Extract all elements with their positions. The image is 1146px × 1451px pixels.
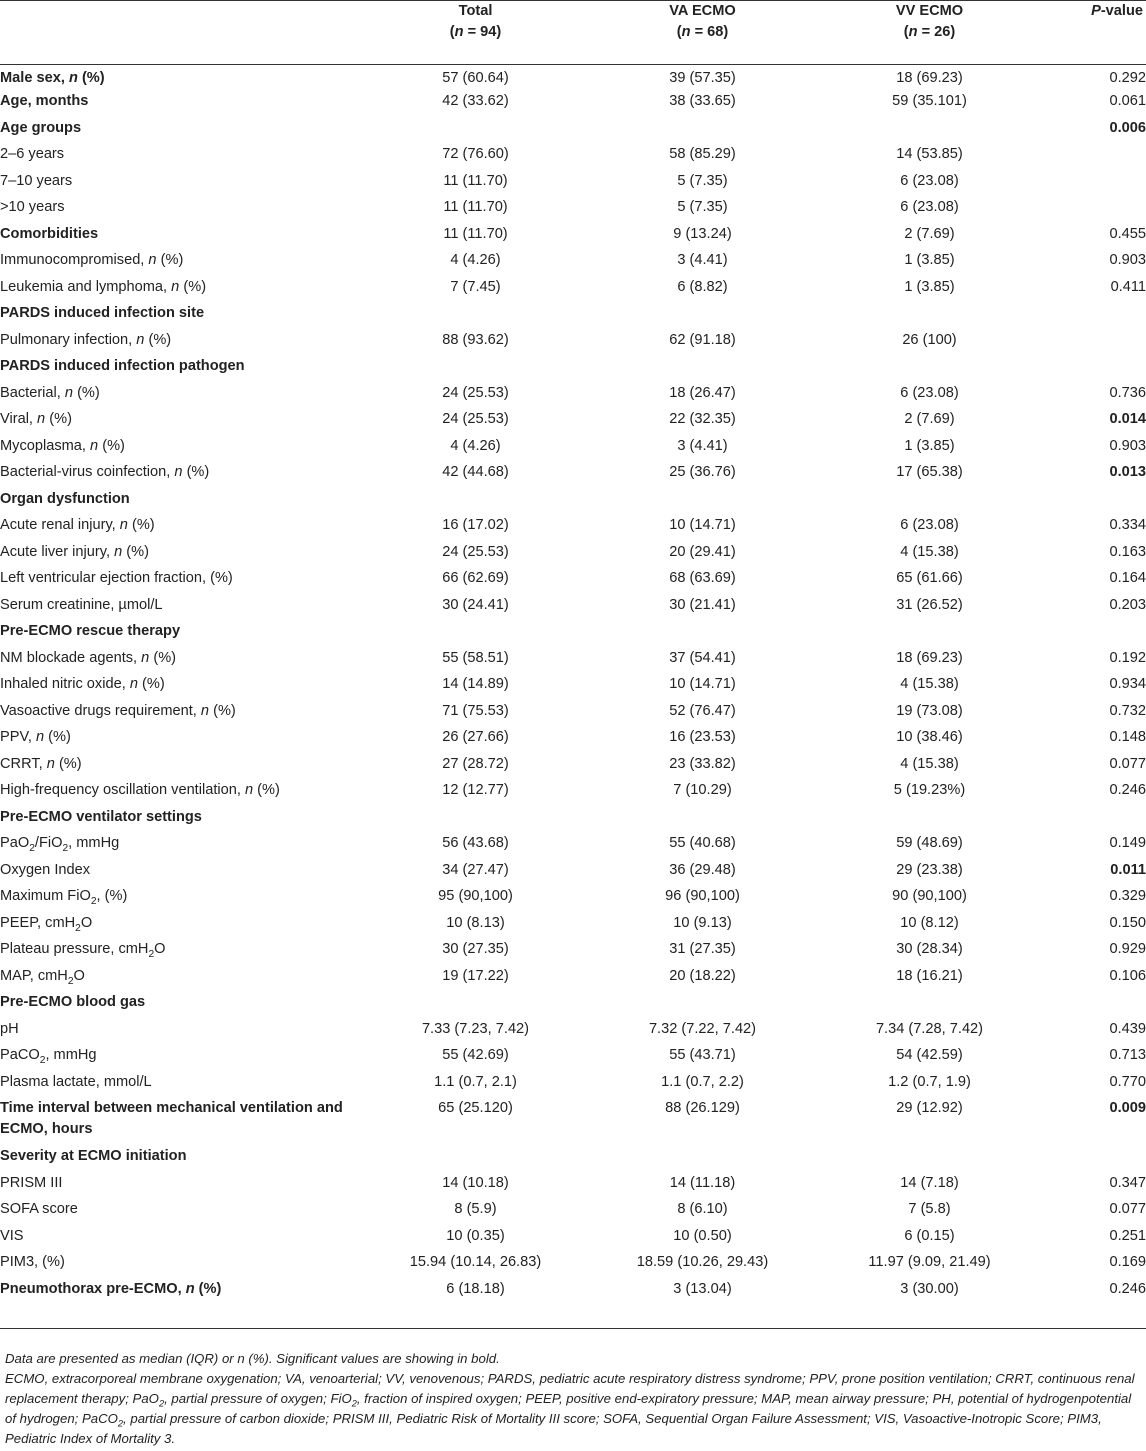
- cell-vv-ecmo: 59 (48.69): [896, 835, 963, 851]
- table-row: [0, 356, 1146, 383]
- cell-p-value: 0.013: [1109, 464, 1146, 480]
- cell-p-value: [1043, 197, 1146, 224]
- table-row: [0, 966, 1146, 993]
- cell-p-value: 0.009: [1109, 1100, 1146, 1116]
- row-label: Age groups: [0, 119, 82, 136]
- table-row: [0, 727, 1146, 754]
- cell-p-value: [1043, 621, 1146, 648]
- cell-total: 88 (93.62): [442, 331, 509, 348]
- cell-p-value: 0.770: [1109, 1073, 1146, 1090]
- column-header-total-title: Total: [458, 3, 493, 19]
- cell-p-value: 0.077: [1109, 1201, 1146, 1217]
- row-label: High-frequency oscillation ventilation, n (%): [0, 782, 280, 798]
- cell-p-value: [1043, 330, 1146, 357]
- table-row: [0, 992, 1146, 1019]
- cell-total: [362, 992, 589, 1019]
- row-label: PARDS induced infection pathogen: [0, 358, 245, 374]
- table-row: [0, 1045, 1146, 1072]
- table-row: [0, 409, 1146, 436]
- table-row: [0, 489, 1146, 516]
- row-label: Time interval between mechanical ventilation and ECMO, hours: [0, 1100, 343, 1137]
- cell-p-value: 0.203: [1109, 596, 1146, 613]
- table-header: [0, 1, 1146, 65]
- cell-va-ecmo: 38 (33.65): [669, 93, 736, 109]
- row-label: PIM3, (%): [0, 1254, 65, 1270]
- cell-vv-ecmo: 19 (73.08): [896, 702, 963, 719]
- cell-total: [362, 807, 589, 834]
- table-row: [0, 939, 1146, 966]
- row-label: Plateau pressure, cmH$_2$O: [0, 941, 166, 960]
- cell-total: 27 (28.72): [442, 755, 509, 772]
- cell-vv-ecmo: 29 (12.92): [896, 1100, 963, 1116]
- row-label: CRRT, n (%): [0, 755, 82, 772]
- cell-vv-ecmo: 1 (3.85): [904, 278, 955, 295]
- row-label: Male sex, n (%): [0, 69, 105, 86]
- table-row: [0, 1098, 1146, 1146]
- cell-va-ecmo: 39 (57.35): [669, 69, 736, 86]
- cell-p-value: 0.934: [1109, 676, 1146, 692]
- cell-vv-ecmo: 1.2 (0.7, 1.9): [888, 1073, 971, 1090]
- cell-p-value: 0.246: [1109, 1280, 1146, 1297]
- cell-vv-ecmo: 7.34 (7.28, 7.42): [875, 1020, 984, 1037]
- table-row: [0, 780, 1146, 807]
- table-row: [0, 436, 1146, 463]
- cell-va-ecmo: 52 (76.47): [669, 702, 736, 719]
- row-label: Pre-ECMO blood gas: [0, 994, 146, 1010]
- cell-total: 15.94 (10.14, 26.83): [409, 1254, 542, 1270]
- table-row: [0, 197, 1146, 224]
- cell-total: [362, 303, 589, 330]
- cell-vv-ecmo: 26 (100): [902, 331, 957, 348]
- cell-vv-ecmo: 2 (7.69): [904, 225, 955, 242]
- cell-total: 11 (11.70): [443, 172, 508, 189]
- row-label: Plasma lactate, mmol/L: [0, 1073, 152, 1090]
- cell-total: [362, 118, 589, 145]
- row-label: Pre-ECMO rescue therapy: [0, 623, 181, 639]
- cell-vv-ecmo: 18 (69.23): [896, 649, 963, 666]
- cell-p-value: [1043, 489, 1146, 516]
- table-row: [0, 1072, 1146, 1099]
- table-row: [0, 807, 1146, 834]
- cell-p-value: 0.169: [1109, 1254, 1146, 1270]
- cell-total: 1.1 (0.7, 2.1): [434, 1073, 517, 1090]
- cell-vv-ecmo: 5 (19.23%): [893, 782, 966, 798]
- cell-va-ecmo: [589, 356, 816, 383]
- cell-va-ecmo: 88 (26.129): [665, 1100, 740, 1116]
- cell-vv-ecmo: [816, 1146, 1043, 1173]
- cell-vv-ecmo: 90 (90,100): [892, 888, 967, 904]
- cell-total: 19 (17.22): [442, 967, 509, 984]
- cell-vv-ecmo: 18 (16.21): [896, 967, 963, 984]
- cell-va-ecmo: 5 (7.35): [677, 199, 728, 215]
- cell-total: 57 (60.64): [442, 69, 509, 86]
- cell-total: 72 (76.60): [442, 146, 509, 162]
- cell-total: [362, 621, 589, 648]
- cell-va-ecmo: 9 (13.24): [673, 225, 732, 242]
- row-label: Serum creatinine, µmol/L: [0, 596, 163, 613]
- cell-p-value: 0.903: [1109, 252, 1146, 268]
- cell-va-ecmo: [589, 1146, 816, 1173]
- cell-p-value: [1043, 171, 1146, 198]
- cell-va-ecmo: 10 (14.71): [669, 676, 736, 692]
- cell-va-ecmo: [589, 621, 816, 648]
- table-row: [0, 462, 1146, 489]
- cell-total: 71 (75.53): [442, 702, 509, 719]
- cell-total: 65 (25.120): [438, 1100, 513, 1116]
- cell-total: [362, 489, 589, 516]
- cell-vv-ecmo: 17 (65.38): [896, 464, 963, 480]
- cell-total: 10 (8.13): [446, 914, 505, 931]
- cell-va-ecmo: 96 (90,100): [665, 888, 740, 904]
- cell-p-value: 0.077: [1109, 755, 1146, 772]
- table-footnotes: [5, 1349, 1141, 1449]
- cell-total: 55 (58.51): [442, 649, 509, 666]
- cell-p-value: [1043, 144, 1146, 171]
- cell-va-ecmo: [589, 118, 816, 145]
- cell-p-value: [1043, 303, 1146, 330]
- cell-va-ecmo: 37 (54.41): [669, 649, 736, 666]
- cell-p-value: 0.736: [1109, 384, 1146, 401]
- footnote-abbreviations: ECMO, extracorporeal membrane oxygenation; VA, venoarterial; VV, venovenous; PARDS, pediatric acute respiratory distress syndrome; PPV, prone position ventilation; CRRT, continuous renal replacement therapy; PaO$_2$, partial pressure of oxygen; FiO$_2$, fraction of inspired oxygen; PEEP, positive end-expiratory pressure; MAP, mean airway pressure; PH, potential of hydrogenpotential of hydrogen; PaCO$_2$, partial pressure of carbon dioxide; PRISM III, Pediatric Risk of Mortality III score; SOFA, Sequential Organ Failure Assessment; VIS, Vasoactive-Inotropic Score; PIM3, Pediatric Index of Mortality 3.: [5, 1371, 1135, 1446]
- table-row: [0, 65, 1146, 92]
- column-header-total-n: (n = 94): [449, 24, 502, 40]
- cell-total: 34 (27.47): [442, 861, 509, 878]
- cell-vv-ecmo: 10 (8.12): [900, 914, 959, 931]
- cell-p-value: 0.163: [1109, 543, 1146, 560]
- table-row: [0, 595, 1146, 622]
- row-label: Comorbidities: [0, 225, 99, 242]
- table-row: [0, 542, 1146, 569]
- cell-total: 95 (90,100): [438, 888, 513, 904]
- cell-p-value: 0.106: [1109, 967, 1146, 984]
- cell-vv-ecmo: 10 (38.46): [896, 729, 963, 745]
- cell-va-ecmo: 18 (26.47): [669, 384, 736, 401]
- row-label: Mycoplasma, n (%): [0, 437, 125, 454]
- row-label: Left ventricular ejection fraction, (%): [0, 570, 233, 586]
- table-row: [0, 886, 1146, 913]
- cell-va-ecmo: [589, 303, 816, 330]
- cell-total: 56 (43.68): [442, 835, 509, 851]
- cell-p-value: 0.411: [1110, 278, 1146, 295]
- cell-total: 14 (10.18): [442, 1174, 509, 1191]
- cell-va-ecmo: 36 (29.48): [669, 861, 736, 878]
- cell-vv-ecmo: [816, 992, 1043, 1019]
- cell-p-value: 0.329: [1109, 888, 1146, 904]
- cell-p-value: 0.246: [1109, 782, 1146, 798]
- cell-va-ecmo: 3 (4.41): [677, 252, 728, 268]
- cell-va-ecmo: 7.32 (7.22, 7.42): [648, 1020, 757, 1037]
- cell-p-value: 0.150: [1109, 914, 1146, 931]
- cell-va-ecmo: 5 (7.35): [677, 172, 728, 189]
- cell-vv-ecmo: 4 (15.38): [900, 755, 959, 772]
- column-header-va-ecmo-n: (n = 68): [676, 24, 729, 40]
- cell-vv-ecmo: [816, 118, 1043, 145]
- cell-total: 16 (17.02): [442, 517, 509, 533]
- row-label: Leukemia and lymphoma, n (%): [0, 278, 207, 295]
- cell-total: 66 (62.69): [442, 570, 509, 586]
- cell-p-value: 0.929: [1109, 941, 1146, 957]
- cell-total: 7 (7.45): [450, 278, 501, 295]
- cell-vv-ecmo: 6 (23.08): [900, 172, 959, 189]
- cell-total: 11 (11.70): [443, 199, 508, 215]
- table-row: [0, 1019, 1146, 1046]
- row-label: PPV, n (%): [0, 729, 71, 745]
- cell-p-value: 0.455: [1109, 225, 1146, 242]
- cell-vv-ecmo: 29 (23.38): [896, 861, 963, 878]
- cell-vv-ecmo: [816, 621, 1043, 648]
- cell-va-ecmo: 6 (8.82): [677, 278, 728, 295]
- footnote-data-presentation: Data are presented as median (IQR) or n (%). Significant values are showing in bold.: [5, 1351, 500, 1366]
- row-label: PaCO$_2$, mmHg: [0, 1047, 97, 1066]
- cell-p-value: 0.061: [1109, 93, 1146, 109]
- cell-p-value: 0.334: [1109, 517, 1146, 533]
- row-label: VIS: [0, 1227, 24, 1244]
- cell-va-ecmo: 3 (4.41): [677, 437, 728, 454]
- cell-total: 7.33 (7.23, 7.42): [421, 1020, 530, 1037]
- table-row: [0, 1252, 1146, 1279]
- table-row: [0, 754, 1146, 781]
- row-label: Vasoactive drugs requirement, n (%): [0, 702, 236, 719]
- cell-total: 12 (12.77): [442, 782, 509, 798]
- cell-vv-ecmo: [816, 489, 1043, 516]
- cell-total: 55 (42.69): [442, 1047, 509, 1063]
- cell-va-ecmo: 55 (43.71): [669, 1047, 736, 1063]
- row-label: Acute liver injury, n (%): [0, 543, 149, 560]
- cell-va-ecmo: 7 (10.29): [673, 782, 732, 798]
- cell-p-value: [1043, 807, 1146, 834]
- row-label: PEEP, cmH$_2$O: [0, 914, 93, 934]
- row-label: 7–10 years: [0, 172, 73, 189]
- cell-vv-ecmo: 3 (30.00): [900, 1280, 959, 1297]
- cell-total: 42 (33.62): [442, 93, 509, 109]
- cell-p-value: 0.164: [1109, 570, 1146, 586]
- row-label: PaO$_2$/FiO$_2$, mmHg: [0, 835, 120, 854]
- cell-va-ecmo: 62 (91.18): [669, 331, 736, 348]
- table-row: [0, 144, 1146, 171]
- table-row: [0, 568, 1146, 595]
- row-label: Pre-ECMO ventilator settings: [0, 808, 202, 825]
- cell-p-value: 0.014: [1109, 411, 1146, 427]
- table-row: [0, 1199, 1146, 1226]
- table-row: [0, 1226, 1146, 1253]
- cell-va-ecmo: 10 (14.71): [669, 517, 736, 533]
- cell-va-ecmo: 22 (32.35): [669, 411, 736, 427]
- cell-total: 10 (0.35): [446, 1227, 505, 1244]
- cell-vv-ecmo: 18 (69.23): [896, 69, 963, 86]
- table-row: [0, 1279, 1146, 1329]
- cell-va-ecmo: 58 (85.29): [669, 146, 736, 162]
- cell-va-ecmo: 8 (6.10): [677, 1201, 728, 1217]
- column-header-vv-ecmo-title: VV ECMO: [895, 3, 964, 19]
- row-label: Maximum FiO$_2$, (%): [0, 888, 128, 907]
- row-label: Bacterial, n (%): [0, 384, 100, 401]
- cell-total: 8 (5.9): [454, 1201, 497, 1217]
- cell-va-ecmo: [589, 992, 816, 1019]
- cell-p-value: 0.903: [1109, 437, 1146, 454]
- cell-p-value: 0.732: [1109, 702, 1146, 719]
- table-row: [0, 330, 1146, 357]
- cell-va-ecmo: 31 (27.35): [669, 941, 736, 957]
- cell-va-ecmo: 1.1 (0.7, 2.2): [661, 1073, 744, 1090]
- column-header-variable: [0, 1, 362, 64]
- cell-va-ecmo: 16 (23.53): [669, 729, 736, 745]
- row-label: PRISM III: [0, 1174, 63, 1191]
- cell-vv-ecmo: 4 (15.38): [900, 676, 959, 692]
- table-row: [0, 277, 1146, 304]
- cell-vv-ecmo: 6 (0.15): [904, 1227, 955, 1244]
- cell-p-value: 0.292: [1109, 69, 1146, 86]
- cell-p-value: 0.192: [1109, 649, 1146, 666]
- cell-va-ecmo: [589, 807, 816, 834]
- cell-vv-ecmo: 14 (7.18): [900, 1174, 959, 1191]
- row-label: Oxygen Index: [0, 861, 91, 878]
- table-row: [0, 860, 1146, 887]
- row-label: pH: [0, 1020, 19, 1037]
- cell-vv-ecmo: 1 (3.85): [904, 437, 955, 454]
- column-header-vv-ecmo: [816, 1, 1043, 64]
- cell-p-value: 0.148: [1109, 729, 1146, 745]
- cell-va-ecmo: 68 (63.69): [669, 570, 736, 586]
- cell-total: 6 (18.18): [446, 1280, 505, 1297]
- cell-va-ecmo: 10 (0.50): [673, 1227, 732, 1244]
- table-body: [0, 65, 1146, 1329]
- table-row: [0, 1173, 1146, 1200]
- table-row: [0, 833, 1146, 860]
- row-label: Immunocompromised, n (%): [0, 252, 184, 268]
- cell-total: 24 (25.53): [442, 543, 509, 560]
- table-row: [0, 674, 1146, 701]
- cell-vv-ecmo: [816, 303, 1043, 330]
- cell-va-ecmo: 23 (33.82): [669, 755, 736, 772]
- cell-vv-ecmo: 6 (23.08): [900, 199, 959, 215]
- cell-total: 14 (14.89): [442, 676, 509, 692]
- column-header-va-ecmo-title: VA ECMO: [669, 3, 736, 19]
- row-label: SOFA score: [0, 1201, 78, 1217]
- table-row: [0, 1146, 1146, 1173]
- table-row: [0, 250, 1146, 277]
- cell-va-ecmo: 25 (36.76): [669, 464, 736, 480]
- cell-vv-ecmo: 65 (61.66): [896, 570, 963, 586]
- cell-total: 30 (27.35): [442, 941, 509, 957]
- cell-vv-ecmo: 54 (42.59): [896, 1047, 963, 1063]
- table-row: [0, 224, 1146, 251]
- cell-va-ecmo: 10 (9.13): [673, 914, 732, 931]
- table-row: [0, 648, 1146, 675]
- cell-va-ecmo: 20 (29.41): [669, 543, 736, 560]
- table-row: [0, 701, 1146, 728]
- cell-vv-ecmo: 4 (15.38): [900, 543, 959, 560]
- row-label: 2–6 years: [0, 146, 65, 162]
- row-label: Pneumothorax pre-ECMO, n (%): [0, 1280, 222, 1297]
- cell-p-value: 0.439: [1109, 1020, 1146, 1037]
- row-label: Organ dysfunction: [0, 490, 130, 507]
- row-label: NM blockade agents, n (%): [0, 649, 177, 666]
- table-row: [0, 913, 1146, 940]
- cell-total: 4 (4.26): [450, 437, 501, 454]
- row-label: MAP, cmH$_2$O: [0, 967, 85, 987]
- cell-vv-ecmo: 2 (7.69): [904, 411, 955, 427]
- cell-total: 26 (27.66): [442, 729, 509, 745]
- table-row: [0, 621, 1146, 648]
- table-row: [0, 118, 1146, 145]
- column-header-p-value: [1043, 1, 1146, 64]
- cell-vv-ecmo: 11.97 (9.09, 21.49): [868, 1254, 991, 1270]
- cell-total: [362, 356, 589, 383]
- cell-p-value: 0.006: [1109, 119, 1146, 136]
- table-row: [0, 383, 1146, 410]
- row-label: Severity at ECMO initiation: [0, 1148, 187, 1164]
- cell-vv-ecmo: 7 (5.8): [908, 1201, 951, 1217]
- row-label: Inhaled nitric oxide, n (%): [0, 676, 165, 692]
- cell-vv-ecmo: [816, 356, 1043, 383]
- cell-total: 42 (44.68): [442, 464, 509, 480]
- cell-va-ecmo: 18.59 (10.26, 29.43): [636, 1254, 769, 1270]
- cell-total: 11 (11.70): [443, 225, 508, 242]
- row-label: PARDS induced infection site: [0, 305, 205, 321]
- row-label: >10 years: [0, 199, 65, 215]
- cell-vv-ecmo: 59 (35.101): [892, 93, 967, 109]
- cell-total: 24 (25.53): [442, 384, 509, 401]
- cell-p-value: [1043, 356, 1146, 383]
- cell-vv-ecmo: 1 (3.85): [904, 252, 955, 268]
- cell-vv-ecmo: 14 (53.85): [896, 146, 963, 162]
- cell-p-value: [1043, 1146, 1146, 1173]
- row-label: Age, months: [0, 93, 89, 109]
- cell-va-ecmo: 3 (13.04): [673, 1280, 732, 1297]
- cell-vv-ecmo: [816, 807, 1043, 834]
- column-header-vv-ecmo-n: (n = 26): [903, 24, 956, 40]
- row-label: Acute renal injury, n (%): [0, 517, 155, 533]
- cell-total: 24 (25.53): [442, 411, 509, 427]
- table-row: [0, 515, 1146, 542]
- cell-p-value: 0.149: [1109, 835, 1146, 851]
- table-row: [0, 91, 1146, 118]
- cell-va-ecmo: 20 (18.22): [669, 967, 736, 984]
- cell-p-value: 0.347: [1109, 1174, 1146, 1191]
- cell-va-ecmo: [589, 489, 816, 516]
- cell-total: [362, 1146, 589, 1173]
- cell-p-value: [1043, 992, 1146, 1019]
- table-row: [0, 171, 1146, 198]
- cell-va-ecmo: 14 (11.18): [669, 1174, 736, 1191]
- cell-va-ecmo: 55 (40.68): [669, 835, 736, 851]
- cell-vv-ecmo: 6 (23.08): [900, 384, 959, 401]
- cell-total: 4 (4.26): [450, 252, 501, 268]
- row-label: Viral, n (%): [0, 411, 72, 427]
- column-header-total: [362, 1, 589, 64]
- cell-vv-ecmo: 31 (26.52): [896, 596, 963, 613]
- column-header-va-ecmo: [589, 1, 816, 64]
- cell-p-value: 0.011: [1110, 861, 1146, 878]
- table-row: [0, 303, 1146, 330]
- row-label: Pulmonary infection, n (%): [0, 331, 172, 348]
- cell-p-value: 0.251: [1109, 1227, 1146, 1244]
- cell-vv-ecmo: 30 (28.34): [896, 941, 963, 957]
- cell-total: 30 (24.41): [442, 596, 509, 613]
- cell-vv-ecmo: 6 (23.08): [900, 517, 959, 533]
- row-label: Bacterial-virus coinfection, n (%): [0, 464, 210, 480]
- cell-va-ecmo: 30 (21.41): [669, 596, 736, 613]
- column-header-p-value-title: P-value: [1091, 3, 1143, 19]
- cell-p-value: 0.713: [1109, 1047, 1146, 1063]
